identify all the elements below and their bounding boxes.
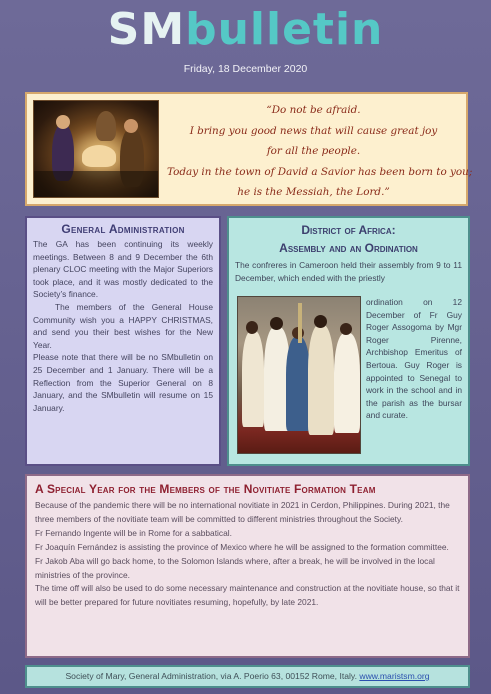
section-body: ordination on 12 December of Fr Guy Roger Assogoma by Mgr Roger Pirenne, Archbishop Emeritus of Bertoua. Guy Roger is appointed to Senegal to work in the school and in the parish as the bursar and curate. [366,297,462,421]
quote-line: I bring you good news that will cause great joy [189,124,438,137]
section-body [27,236,219,414]
title-line: District of Africa: [301,223,396,237]
paragraph: Fr Fernando Ingente will be in Rome for a sabbatical. [35,527,232,538]
nativity-image [33,100,159,198]
christmas-quote-box [25,92,473,206]
logo-sm: SM [107,4,186,55]
bulletin-logo [0,4,491,56]
logo-bulletin: bulletin [185,4,384,55]
section-title: A Special Year for the Members of the Novitiate Formation Team [35,482,376,496]
quote-line: he is the Messiah, the Lord.” [237,186,390,198]
masthead [0,0,491,82]
section-body [27,496,468,610]
bible-quote [167,100,473,200]
title-line: Assembly and an Ordination [279,241,418,255]
footer [25,665,470,688]
section-title [229,221,468,257]
paragraph: The GA has been continuing its weekly meetings. Between 8 and 9 December the 6th plenary CLOC meeting with the Major Superiors took place, and it was mostly dedicated to the Society’s finance. [33,239,213,300]
general-administration-section [25,216,221,466]
section-title: General Administration [61,222,185,236]
section-intro: The confreres in Cameroon held their assembly from 9 to 11 December, which ended with the priestly [235,260,462,283]
ordination-photo [237,296,361,454]
paragraph: Because of the pandemic there will be no international novitiate in 2021 in Cerdon, Philippines. During 2021, the three members of the novitiate team will be committed to different ministries throughout the Society. [35,500,450,524]
paragraph: Fr Jakob Aba will go back home, to the Solomon Islands where, after a break, he will be involved in the local ministries of the province. [35,555,435,580]
novitiate-section [25,474,470,658]
quote-line: Today in the town of David a Savior has been born to you; [167,165,473,178]
paragraph: Fr Joaquín Fernández is assisting the province of Mexico where he will be assigned to the formation committee. [35,541,449,552]
website-link[interactable]: www.maristsm.org [359,671,430,681]
paragraph: Please note that there will be no SMbulletin on 25 December and 1 January. There will be a Reflection from the Superior General on 8 January, and the SMbulletin will resume on 15 January. [33,352,213,413]
quote-line: “Do not be afraid. [266,104,361,116]
quote-line: for all the people. [266,145,361,157]
issue-date: Friday, 18 December 2020 [183,63,308,75]
footer-address: Society of Mary, General Administration, via A. Poerio 63, 00152 Rome, Italy. [65,671,360,681]
district-of-africa-section [227,216,470,466]
paragraph: The time off will also be used to do some necessary maintenance and construction at the novitiate house, so that it will be better prepared for future novitiates resuming, hopefully, by late 2021. [35,583,460,608]
paragraph: The members of the General House Community wish you a HAPPY CHRISTMAS, and send you their best wishes for the New Year. [33,301,213,350]
